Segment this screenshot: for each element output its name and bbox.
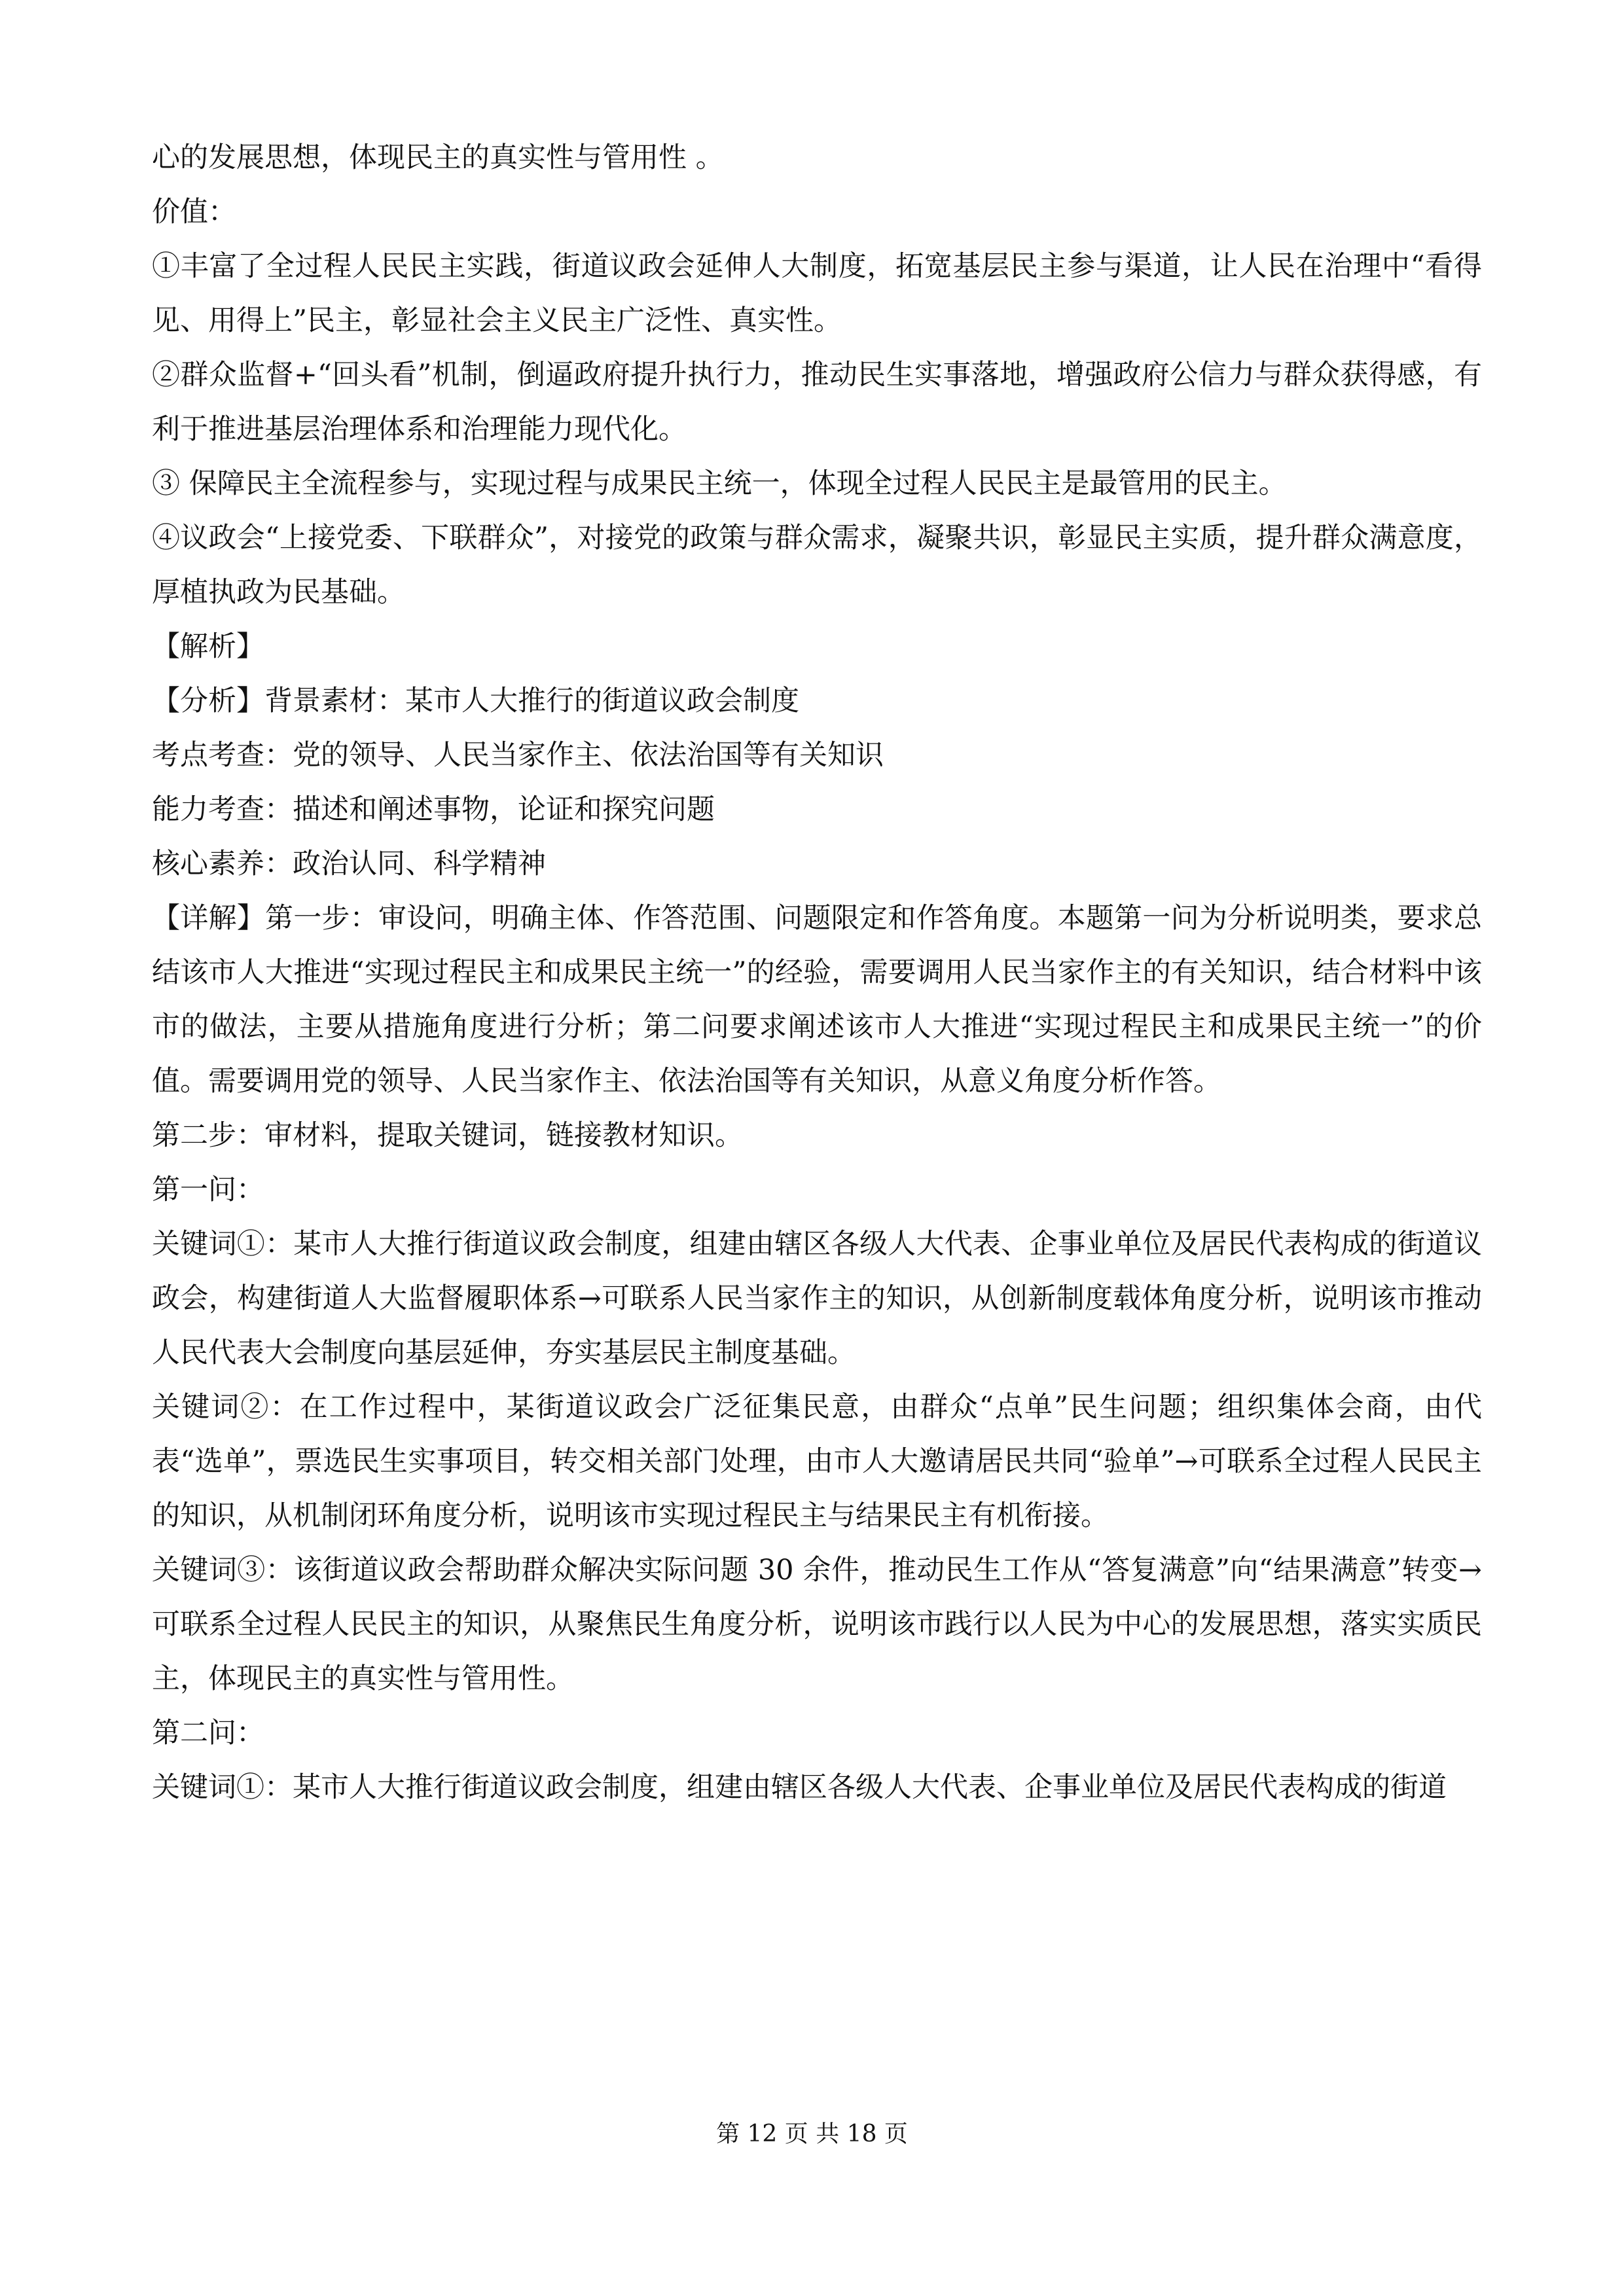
paragraph: 关键词①：某市人大推行街道议政会制度，组建由辖区各级人大代表、企事业单位及居民代表构成的街道: [152, 1771, 1447, 1804]
document-body: [152, 131, 1482, 1815]
section-heading: 【解析】: [152, 630, 264, 663]
paragraph: 第二问：: [152, 1717, 264, 1749]
paragraph: 关键词①：某市人大推行街道议政会制度，组建由辖区各级人大代表、企事业单位及居民代表构成的街道议政会，构建街道人大监督履职体系→可联系人民当家作主的知识，从创新制度载体角度分析，说明该市推动人民代表大会制度向基层延伸，夯实基层民主制度基础。: [152, 1228, 1482, 1369]
paragraph: ③ 保障民主全流程参与，实现过程与成果民主统一，体现全过程人民民主是最管用的民主。: [152, 467, 1287, 500]
paragraph: 第一问：: [152, 1174, 264, 1206]
page-number: 第 12 页 共 18 页: [716, 2121, 908, 2147]
paragraph: 心的发展思想，体现民主的真实性与管用性 。: [152, 141, 724, 174]
paragraph: 关键词②：在工作过程中，某街道议政会广泛征集民意，由群众“点单”民生问题；组织集体会商，由代表“选单”，票选民生实事项目，转交相关部门处理，由市人大邀请居民共同“验单”→可联系全过程人民民主的知识，从机制闭环角度分析，说明该市实现过程民主与结果民主有机衔接。: [152, 1391, 1482, 1532]
paragraph: 关键词③：该街道议政会帮助群众解决实际问题 30 余件，推动民生工作从“答复满意”向“结果满意”转变→可联系全过程人民民主的知识，从聚焦民生角度分析，说明该市践行以人民为中心的发展思想，落实实质民主，体现民主的真实性与管用性。: [152, 1554, 1482, 1695]
paragraph: ④议政会“上接党委、下联群众”，对接党的政策与群众需求，凝聚共识，彰显民主实质，提升群众满意度，厚植执政为民基础。: [152, 522, 1482, 609]
paragraph: 核心素养：政治认同、科学精神: [152, 848, 546, 880]
paragraph: 考点考查：党的领导、人民当家作主、依法治国等有关知识: [152, 739, 884, 772]
paragraph: 【详解】第一步：审设问，明确主体、作答范围、问题限定和作答角度。本题第一问为分析说明类，要求总结该市人大推进“实现过程民主和成果民主统一”的经验，需要调用人民当家作主的有关知识，结合材料中该市的做法，主要从措施角度进行分析；第二问要求阐述该市人大推进“实现过程民主和成果民主统一”的价值。需要调用党的领导、人民当家作主、依法治国等有关知识，从意义角度分析作答。: [152, 902, 1482, 1098]
paragraph: 第二步：审材料，提取关键词，链接教材知识。: [152, 1119, 743, 1152]
paragraph: 【分析】背景素材：某市人大推行的街道议政会制度: [152, 685, 799, 717]
paragraph: 能力考查：描述和阐述事物，论证和探究问题: [152, 793, 715, 826]
paragraph: 价值：: [152, 196, 236, 228]
paragraph: ①丰富了全过程人民民主实践，街道议政会延伸人大制度，拓宽基层民主参与渠道，让人民在治理中“看得见、用得上”民主，彰显社会主义民主广泛性、真实性。: [152, 250, 1482, 337]
paragraph: ②群众监督+“回头看”机制，倒逼政府提升执行力，推动民生实事落地，增强政府公信力与群众获得感，有利于推进基层治理体系和治理能力现代化。: [152, 359, 1482, 446]
